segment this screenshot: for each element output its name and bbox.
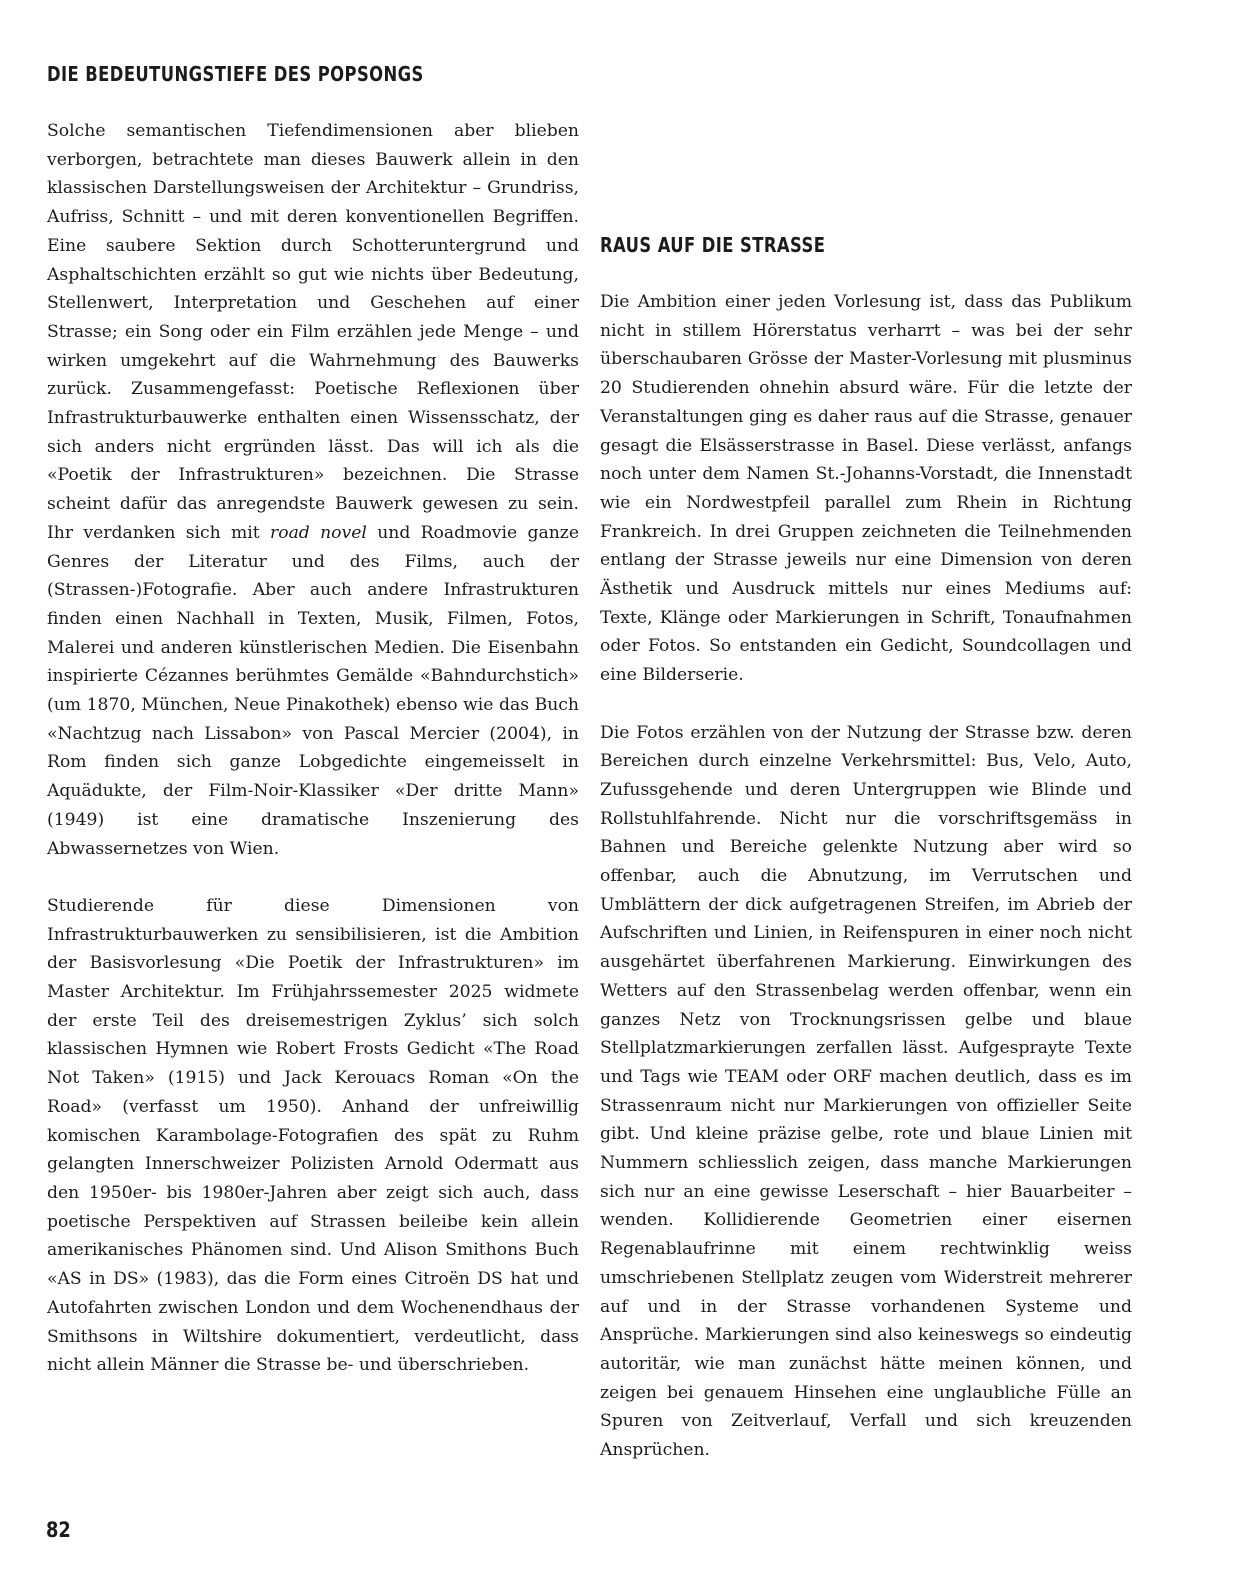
paragraph-text: und Roadmovie ganze Genres der Literatur und des Films, auch der (Strassen-)Fotografie. Aber auch andere Infrastrukturen finden einen Nachhall in Texten, Musik, Filmen, Fotos, Malerei und anderen künstlerischen Medien. Die Eisenbahn inspirierte Cézannes berühmtes Gemälde «Bahndurchstich» (um 1870, München, Neue Pinakothek) ebenso wie das Buch «Nachtzug nach Lissabon» von Pascal Mercier (2004), in Rom finden sich ganze Lobgedichte eingemeisselt in Aquädukte, der Film-Noir-Klassiker «Der dritte Mann» (1949) ist eine dramatische Inszenierung des Abwassernetzes von Wien. [47, 522, 580, 859]
body-paragraph: Die Fotos erzählen von der Nutzung der Strasse bzw. deren Bereichen durch einzelne Verkehrsmittel: Bus, Velo, Auto, Zufussgehende und deren Untergruppen wie Blinde und Rollstuhlfahrende. Nicht nur die vorschriftsgemäss in Bahnen und Bereiche gelenkte Nutzung aber wird so offenbar, auch die Abnutzung, im Verrutschen und Umblättern der dick aufgetragenen Streifen, im Abrieb der Aufschriften und Linien, in Reifenspuren in einer noch nicht ausgehärtet überfahrenen Markierung. Einwirkungen des Wetters auf den Strassenbelag werden offenbar, wenn ein ganzes Netz von Trocknungsrissen gelbe und blaue Stellplatzmarkierungen zerfallen lässt. Aufgesprayte Texte und Tags wie TEAM oder ORF machen deutlich, dass es im Strassenraum nicht nur Markierungen von offizieller Seite gibt. Und kleine präzise gelbe, rote und blaue Linien mit Nummern schliesslich zeigen, dass manche Markierungen sich nur an eine gewisse Leserschaft – hier Bauarbeiter – wenden. Kollidierende Geometrien einer eisernen Regenablaufrinne mit einem rechtwinklig weiss umschriebenen Stellplatz zeugen vom Widerstreit mehrerer auf und in der Strasse vorhandenen Systeme und Ansprüche. Markierungen sind also keineswegs so eindeutig autoritär, wie man zunächst hätte meinen können, und zeigen bei genauem Hinsehen eine unglaubliche Fülle an Spuren von Zeitverlauf, Verfall und sich kreuzenden Ansprüchen. [600, 722, 1132, 1461]
left-column [47, 117, 579, 1380]
section-heading-strasse: RAUS AUF DIE STRASSE [600, 233, 826, 257]
body-paragraph [47, 117, 579, 863]
body-paragraph: Die Ambition einer jeden Vorlesung ist, dass das Publikum nicht in stillem Hörerstatus verharrt – was bei der sehr überschaubaren Grösse der Master-Vorlesung mit plusminus 20 Studierenden ohnehin absurd wäre. Für die letzte der Veranstaltungen ging es daher raus auf die Strasse, genauer gesagt die Elsässerstrasse in Basel. Diese verlässt, anfangs noch unter dem Namen St.-Johanns-Vorstadt, die Innenstadt wie ein Nordwestpfeil parallel zum Rhein in Richtung Frankreich. In drei Gruppen zeichneten die Teilnehmenden entlang der Strasse jeweils nur eine Dimension von deren Ästhetik und Ausdruck mittels nur eines Mediums auf: Texte, Klänge oder Markierungen in Schrift, Tonaufnahmen oder Fotos. So entstanden ein Gedicht, Soundcollagen und eine Bilderserie. [600, 292, 1132, 686]
section-heading-popsongs: DIE BEDEUTUNGSTIEFE DES POPSONGS [47, 62, 424, 86]
paragraph-text: Solche semantischen Tiefendimensionen aber blieben verborgen, betrachtete man dieses Bauwerk allein in den klassischen Darstellungsweisen der Architektur – Grundriss, Aufriss, Schnitt – und mit deren konventionellen Begriffen. Eine saubere Sektion durch Schotteruntergrund und Asphaltschichten erzählt so gut wie nichts über Bedeutung, Stellenwert, Interpretation und Geschehen auf einer Strasse; ein Song oder ein Film erzählen jede Menge – und wirken umgekehrt auf die Wahrnehmung des Bauwerks zurück. Zusammengefasst: Poetische Reflexionen über Infrastrukturbauwerke enthalten einen Wissensschatz, der sich anders nicht ergründen lässt. Das will ich als die «Poetik der Infrastrukturen» bezeichnen. Die Strasse scheint dafür das anregendste Bauwerk gewesen zu sein. Ihr verdanken sich mit [47, 121, 579, 543]
italic-term: road novel [270, 522, 367, 543]
right-column [600, 288, 1132, 1465]
body-paragraph: Studierende für diese Dimensionen von Infrastrukturbauwerken zu sensibilisieren, ist die Ambition der Basisvorlesung «Die Poetik der Infrastrukturen» im Master Architektur. Im Frühjahrssemester 2025 widmete der erste Teil des dreisemestrigen Zyklus’ sich solch klassischen Hymnen wie Robert Frosts Gedicht «The Road Not Taken» (1915) und Jack Kerouacs Roman «On the Road» (verfasst um 1950). Anhand der unfreiwillig komischen Karambolage-Fotografien des spät zu Ruhm gelangten Innerschweizer Polizisten Arnold Odermatt aus den 1950er- bis 1980er-Jahren aber zeigt sich auch, dass poetische Perspektiven auf Strassen beileibe kein allein amerikanisches Phänomen sind. Und Alison Smithons Buch «AS in DS» (1983), das die Form eines Citroën DS hat und Autofahrten zwischen London und dem Wochenendhaus der Smithsons in Wiltshire dokumentiert, verdeutlicht, dass nicht allein Männer die Strasse be- und überschrieben. [47, 895, 579, 1376]
page-number: 82 [46, 1518, 71, 1542]
